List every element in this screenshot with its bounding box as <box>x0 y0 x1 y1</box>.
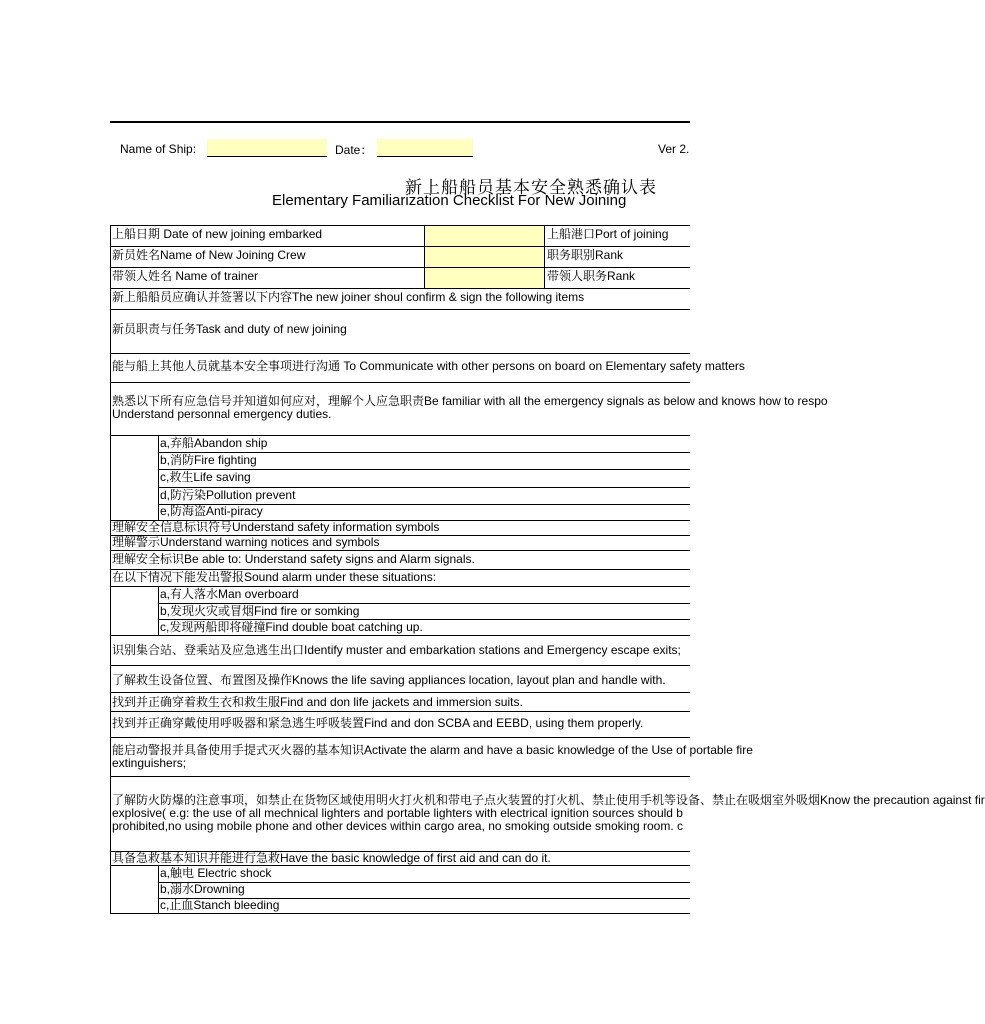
signals-sub-item: b,消防Fire fighting <box>160 453 257 467</box>
firstaid-sub-item: c,止血Stanch bleeding <box>160 898 280 912</box>
info-yellow-block <box>425 226 544 288</box>
signals-sub-item: c,救生Life saving <box>160 470 251 484</box>
info-date-embarked: 上船日期 Date of new joining embarked <box>112 227 323 241</box>
item-lifejacket: 找到并正确穿着救生衣和救生服Find and don life jackets and immersion suits. <box>112 695 523 709</box>
item-fire-ext-line2: extinguishers; <box>112 756 187 770</box>
item-signals-line1: 熟悉以下所有应急信号并知道如何应对，理解个人应急职责Be familiar with all the emergency signals as below and knows how to respo <box>112 394 828 408</box>
info-crew-rank: 职务职别Rank <box>547 248 624 262</box>
date-field[interactable] <box>377 139 473 157</box>
row-line <box>110 382 690 383</box>
firstaid-sub-item: a,触电 Electric shock <box>160 866 272 880</box>
row-line <box>110 309 690 310</box>
row-line <box>110 550 690 551</box>
row-line <box>110 288 690 289</box>
name-of-ship-label: Name of Ship: <box>120 142 197 156</box>
signals-sub-item: e,防海盗Anti-piracy <box>160 504 263 518</box>
version-label: Ver 2. <box>658 142 690 156</box>
row-line <box>110 665 690 666</box>
info-crew-name: 新员姓名Name of New Joining Crew <box>112 248 306 262</box>
alarm-sub-item: b,发现火灾或冒烟Find fire or somking <box>160 604 360 618</box>
signals-sub-divider <box>158 435 159 520</box>
alarm-sub-divider <box>158 586 159 635</box>
info-divider-1 <box>424 225 425 288</box>
name-of-ship-field[interactable] <box>207 139 327 157</box>
item-task-duty: 新员职责与任务Task and duty of new joining <box>112 322 347 336</box>
info-trainer-name: 带领人姓名 Name of trainer <box>112 269 259 283</box>
item-fire-ext-line1: 能启动警报并具备使用手提式灭火器的基本知识Activate the alarm and have a basic knowledge of the Use of portable fire <box>112 743 753 757</box>
item-warning-notices: 理解警示Understand warning notices and symbols <box>112 535 380 549</box>
row-line <box>110 246 690 247</box>
signals-sub-item: a,弃船Abandon ship <box>160 436 268 450</box>
item-safety-symbols: 理解安全信息标识符号Understand safety information symbols <box>112 520 440 534</box>
row-line <box>110 737 690 738</box>
info-trainer-rank: 带领人职务Rank <box>547 269 636 283</box>
firstaid-sub-item: b,溺水Drowning <box>160 882 245 896</box>
alarm-sub-item: c,发现两船即将碰撞Find double boat catching up. <box>160 620 423 634</box>
info-divider-2 <box>544 225 545 288</box>
signals-sub-item: d,防污染Pollution prevent <box>160 488 296 502</box>
row-line <box>110 225 690 226</box>
item-signals-line2: Understand personnal emergency duties. <box>112 407 332 421</box>
item-sound-alarm: 在以下情况下能发出警报Sound alarm under these situations: <box>112 570 437 584</box>
info-port-of-joining: 上船港口Port of joining <box>547 227 669 241</box>
item-confirm: 新上船船员应确认并签署以下内容The new joiner shoul confirm & sign the following items <box>112 290 585 304</box>
item-precaution-line1: 了解防火防爆的注意事项，如禁止在货物区域使用明火打火机和带电子点火装置的打火机、禁止使用手机等设备、禁止在吸烟室外吸烟Know the precaution against fir <box>112 793 985 807</box>
top-rule <box>110 121 690 123</box>
item-first-aid: 具备急救基本知识并能进行急救Have the basic knowledge of first aid and can do it. <box>112 851 551 865</box>
row-line <box>110 353 690 354</box>
title-chinese: 新上船船员基本安全熟悉确认表 <box>405 178 657 197</box>
row-line <box>110 711 690 712</box>
item-safety-signs: 理解安全标识Be able to: Understand safety signs and Alarm signals. <box>112 552 475 566</box>
title-english: Elementary Familiarization Checklist For New Joining <box>272 192 627 209</box>
item-communicate: 能与船上其他人员就基本安全事项进行沟通 To Communicate with other persons on board on Elementary safety matters <box>112 359 745 373</box>
item-muster: 识别集合站、登乘站及应急逃生出口Identify muster and embarkation stations and Emergency escape exits; <box>112 643 681 657</box>
alarm-sub-item: a,有人落水Man overboard <box>160 587 299 601</box>
firstaid-sub-divider <box>158 865 159 913</box>
row-line <box>110 267 690 268</box>
item-lsa: 了解救生设备位置、布置图及操作Knows the life saving appliances location, layout plan and handle with. <box>112 673 666 687</box>
row-line <box>110 913 690 914</box>
date-label: Date： <box>335 143 373 157</box>
row-line <box>110 776 690 777</box>
item-precaution-line3: prohibited,no using mobile phone and other devices within cargo area, no smoking outside smoking room. c <box>112 819 683 833</box>
row-line <box>110 635 690 636</box>
row-line <box>110 692 690 693</box>
item-scba: 找到并正确穿戴使用呼吸器和紧急逃生呼吸装置Find and don SCBA and EEBD, using them properly. <box>112 716 644 730</box>
item-precaution-line2: explosive( e.g: the use of all mechnical lighters and portable lighters with electrical ignition sources should b <box>112 806 683 820</box>
